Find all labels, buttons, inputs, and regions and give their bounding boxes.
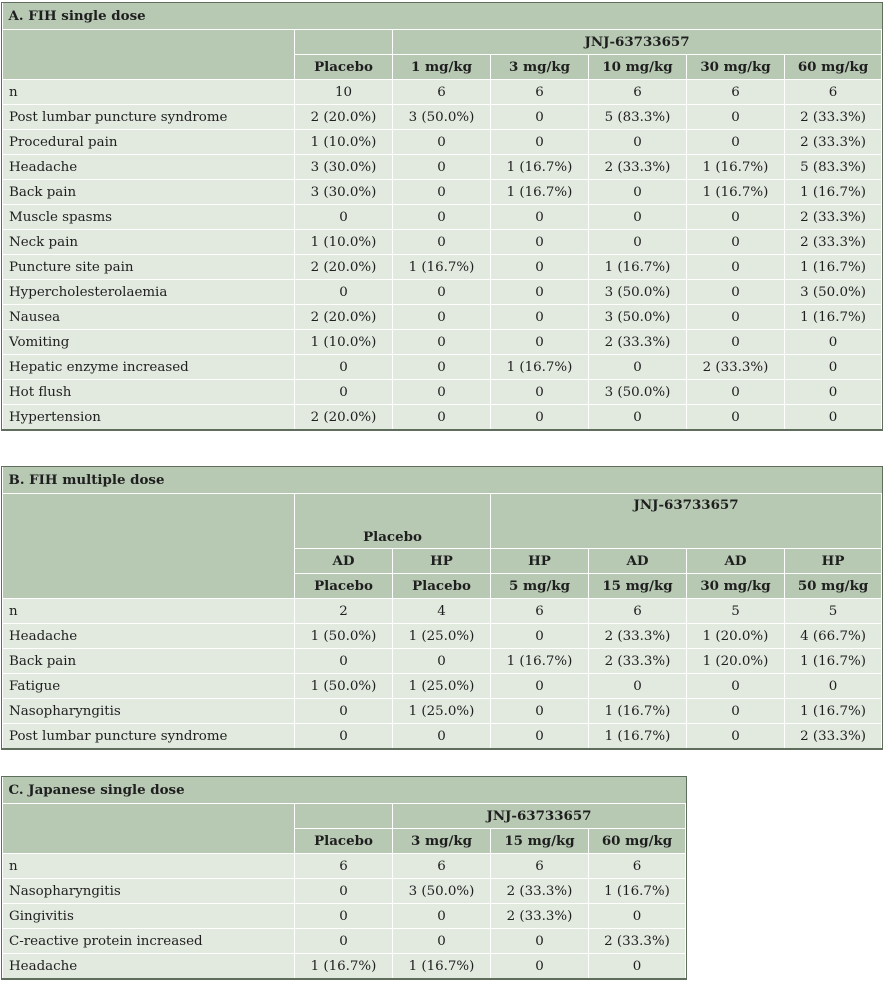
table-cell: 3 (50.0%)	[589, 305, 687, 330]
table-title: A. FIH single dose	[3, 3, 882, 30]
table-title: C. Japanese single dose	[3, 777, 686, 804]
table-cell: 0	[295, 355, 393, 380]
row-label: Nausea	[3, 305, 295, 330]
table-cell: 0	[491, 230, 589, 255]
table-cell: 1 (16.7%)	[687, 155, 785, 180]
row-label: Fatigue	[3, 674, 295, 699]
table-cell: 1 (50.0%)	[295, 624, 393, 649]
table-cell: 0	[687, 674, 785, 699]
table-cell: 5	[687, 599, 785, 624]
table-cell: 2 (33.3%)	[589, 624, 687, 649]
table-cell: 0	[393, 929, 491, 954]
table-row	[3, 624, 882, 649]
row-label: Back pain	[3, 180, 295, 205]
header-blank	[3, 494, 295, 599]
table-cell: 1 (16.7%)	[687, 180, 785, 205]
row-label: Post lumbar puncture syndrome	[3, 724, 295, 749]
table-cell: 0	[393, 330, 491, 355]
row-label: Procedural pain	[3, 130, 295, 155]
table-cell: 0	[687, 280, 785, 305]
row-label: n	[3, 80, 295, 105]
table-row	[3, 904, 686, 929]
table-row	[3, 724, 882, 749]
table-cell: 2	[295, 599, 393, 624]
table-cell: 1 (16.7%)	[785, 649, 882, 674]
table-cell: 0	[393, 130, 491, 155]
table-cell: 1 (16.7%)	[785, 255, 882, 280]
table-row	[3, 180, 882, 205]
table-cell: 0	[589, 954, 686, 979]
header-blank	[3, 30, 295, 80]
table-cell: 2 (33.3%)	[687, 355, 785, 380]
table-cell: 2 (33.3%)	[491, 904, 589, 929]
table-cell: 0	[491, 929, 589, 954]
table-cell: 1 (25.0%)	[393, 699, 491, 724]
table-cell: 0	[785, 330, 882, 355]
header-blank	[3, 804, 295, 854]
table-cell: 0	[491, 305, 589, 330]
table-cell: 5 (83.3%)	[589, 105, 687, 130]
column-header: 50 mg/kg	[785, 574, 882, 599]
table-cell: 6	[589, 854, 686, 879]
table-cell: 4	[393, 599, 491, 624]
table-cell: 0	[687, 130, 785, 155]
row-label: n	[3, 599, 295, 624]
table-cell: 2 (33.3%)	[785, 724, 882, 749]
table-cell: 0	[687, 230, 785, 255]
table-cell: 0	[687, 205, 785, 230]
column-header: 15 mg/kg	[589, 574, 687, 599]
column-header: Placebo	[295, 574, 393, 599]
table-row	[3, 80, 882, 105]
table-cell: 0	[589, 130, 687, 155]
table-row	[3, 230, 882, 255]
table-cell: 2 (33.3%)	[589, 330, 687, 355]
table-cell: 6	[295, 854, 393, 879]
table-cell: 0	[295, 904, 393, 929]
table-cell: 0	[295, 280, 393, 305]
table-cell: 0	[393, 724, 491, 749]
table-cell: 0	[491, 330, 589, 355]
table-cell: 6	[491, 599, 589, 624]
row-label: Nasopharyngitis	[3, 699, 295, 724]
table-cell: 0	[687, 724, 785, 749]
column-header: Placebo	[295, 55, 393, 80]
row-label: Muscle spasms	[3, 205, 295, 230]
table-cell: 0	[491, 624, 589, 649]
table-cell: 6	[491, 854, 589, 879]
table-cell: 4 (66.7%)	[785, 624, 882, 649]
row-label: Nasopharyngitis	[3, 879, 295, 904]
table-cell: 3 (30.0%)	[295, 180, 393, 205]
column-header: 3 mg/kg	[393, 829, 491, 854]
table-cell: 2 (33.3%)	[785, 130, 882, 155]
group-header: AD	[687, 549, 785, 574]
table-cell: 0	[393, 904, 491, 929]
table-cell: 0	[687, 105, 785, 130]
table-cell: 0	[393, 205, 491, 230]
row-label: Vomiting	[3, 330, 295, 355]
table-cell: 0	[687, 255, 785, 280]
row-label: Hypercholesterolaemia	[3, 280, 295, 305]
table-cell: 0	[687, 699, 785, 724]
table-cell: 0	[687, 380, 785, 405]
table-cell: 1 (16.7%)	[785, 305, 882, 330]
table-cell: 6	[589, 599, 687, 624]
column-header: 1 mg/kg	[393, 55, 491, 80]
table-cell: 0	[687, 405, 785, 430]
table-cell: 1 (16.7%)	[295, 954, 393, 979]
row-label: n	[3, 854, 295, 879]
column-header: 5 mg/kg	[491, 574, 589, 599]
table-cell: 0	[393, 405, 491, 430]
table-cell: 0	[491, 105, 589, 130]
table-cell: 0	[491, 405, 589, 430]
column-header: 60 mg/kg	[785, 55, 882, 80]
table-row	[3, 205, 882, 230]
table-cell: 0	[491, 699, 589, 724]
table-cell: 1 (25.0%)	[393, 624, 491, 649]
table-cell: 2 (33.3%)	[491, 879, 589, 904]
table-fih-multiple-dose	[2, 467, 882, 749]
table-cell: 6	[393, 854, 491, 879]
table-row	[3, 255, 882, 280]
table-cell: 3 (50.0%)	[785, 280, 882, 305]
table-cell: 0	[589, 904, 686, 929]
group-header: AD	[589, 549, 687, 574]
group-header: HP	[785, 549, 882, 574]
row-label: C-reactive protein increased	[3, 929, 295, 954]
row-label: Headache	[3, 954, 295, 979]
table-row	[3, 649, 882, 674]
table-row	[3, 330, 882, 355]
table-cell: 0	[491, 724, 589, 749]
row-label: Post lumbar puncture syndrome	[3, 105, 295, 130]
table-cell: 3 (50.0%)	[589, 280, 687, 305]
column-header: 60 mg/kg	[589, 829, 686, 854]
table-cell: 0	[393, 180, 491, 205]
row-label: Hypertension	[3, 405, 295, 430]
table-cell: 0	[687, 305, 785, 330]
row-label: Hot flush	[3, 380, 295, 405]
column-header: Placebo	[393, 574, 491, 599]
table-cell: 1 (16.7%)	[491, 649, 589, 674]
table-cell: 1 (20.0%)	[687, 624, 785, 649]
drug-header: JNJ-63733657	[491, 494, 882, 549]
table-cell: 0	[295, 879, 393, 904]
table-fih-single-dose	[2, 3, 882, 430]
table-cell: 0	[491, 130, 589, 155]
table-cell: 1 (10.0%)	[295, 330, 393, 355]
table-cell: 1 (16.7%)	[491, 155, 589, 180]
table-cell: 6	[785, 80, 882, 105]
table-cell: 0	[393, 280, 491, 305]
drug-header: JNJ-63733657	[393, 804, 686, 829]
table-cell: 0	[785, 380, 882, 405]
table-row	[3, 380, 882, 405]
table-row	[3, 929, 686, 954]
table-cell: 2 (33.3%)	[589, 929, 686, 954]
column-header: Placebo	[295, 829, 393, 854]
row-label: Hepatic enzyme increased	[3, 355, 295, 380]
table-cell: 1 (20.0%)	[687, 649, 785, 674]
table-row	[3, 155, 882, 180]
table-cell: 2 (20.0%)	[295, 255, 393, 280]
table-cell: 6	[589, 80, 687, 105]
table-cell: 0	[491, 255, 589, 280]
column-header: 15 mg/kg	[491, 829, 589, 854]
table-cell: 0	[785, 355, 882, 380]
table-cell: 0	[393, 355, 491, 380]
table-cell: 0	[589, 180, 687, 205]
row-label: Gingivitis	[3, 904, 295, 929]
table-row	[3, 105, 882, 130]
table-cell: 0	[589, 230, 687, 255]
table-cell: 0	[295, 380, 393, 405]
table-cell: 3 (30.0%)	[295, 155, 393, 180]
table-cell: 0	[491, 380, 589, 405]
table-row	[3, 854, 686, 879]
table-row	[3, 280, 882, 305]
table-cell: 6	[491, 80, 589, 105]
table-cell: 0	[491, 674, 589, 699]
placebo-header: Placebo	[295, 494, 491, 549]
table-cell: 0	[393, 155, 491, 180]
table-row	[3, 355, 882, 380]
table-japanese-single-dose	[2, 777, 686, 979]
table-cell: 0	[491, 280, 589, 305]
table-cell: 1 (16.7%)	[589, 699, 687, 724]
table-cell: 1 (10.0%)	[295, 230, 393, 255]
table-row	[3, 130, 882, 155]
table-cell: 0	[295, 205, 393, 230]
column-header: 30 mg/kg	[687, 574, 785, 599]
table-cell: 2 (33.3%)	[589, 649, 687, 674]
table-cell: 6	[687, 80, 785, 105]
table-cell: 0	[785, 405, 882, 430]
header-blank	[295, 30, 393, 55]
table-cell: 0	[295, 724, 393, 749]
column-header: 10 mg/kg	[589, 55, 687, 80]
table-row	[3, 599, 882, 624]
table-row	[3, 405, 882, 430]
table-cell: 2 (33.3%)	[785, 205, 882, 230]
table-cell: 0	[589, 355, 687, 380]
table-cell: 1 (16.7%)	[785, 180, 882, 205]
table-cell: 3 (50.0%)	[393, 105, 491, 130]
row-label: Back pain	[3, 649, 295, 674]
row-label: Puncture site pain	[3, 255, 295, 280]
table-cell: 0	[589, 205, 687, 230]
table-cell: 5 (83.3%)	[785, 155, 882, 180]
table-cell: 2 (20.0%)	[295, 305, 393, 330]
table-cell: 1 (16.7%)	[491, 355, 589, 380]
table-cell: 1 (16.7%)	[393, 255, 491, 280]
group-header: HP	[491, 549, 589, 574]
table-cell: 1 (10.0%)	[295, 130, 393, 155]
row-label: Headache	[3, 624, 295, 649]
table-cell: 0	[589, 674, 687, 699]
table-cell: 0	[491, 205, 589, 230]
table-cell: 5	[785, 599, 882, 624]
table-cell: 0	[491, 954, 589, 979]
table-cell: 1 (50.0%)	[295, 674, 393, 699]
table-cell: 2 (20.0%)	[295, 405, 393, 430]
table-row	[3, 879, 686, 904]
table-cell: 6	[393, 80, 491, 105]
table-cell: 0	[295, 699, 393, 724]
table-cell: 0	[393, 305, 491, 330]
table-cell: 1 (16.7%)	[393, 954, 491, 979]
table-row	[3, 674, 882, 699]
table-cell: 0	[393, 649, 491, 674]
table-cell: 3 (50.0%)	[393, 879, 491, 904]
table-row	[3, 954, 686, 979]
table-cell: 1 (25.0%)	[393, 674, 491, 699]
group-header: HP	[393, 549, 491, 574]
table-cell: 2 (33.3%)	[785, 105, 882, 130]
table-cell: 0	[295, 929, 393, 954]
table-title: B. FIH multiple dose	[3, 467, 882, 494]
table-cell: 1 (16.7%)	[491, 180, 589, 205]
table-cell: 2 (20.0%)	[295, 105, 393, 130]
table-cell: 1 (16.7%)	[589, 879, 686, 904]
table-cell: 2 (33.3%)	[785, 230, 882, 255]
table-cell: 0	[589, 405, 687, 430]
table-cell: 0	[393, 230, 491, 255]
header-blank	[295, 804, 393, 829]
table-cell: 1 (16.7%)	[785, 699, 882, 724]
table-cell: 10	[295, 80, 393, 105]
table-cell: 1 (16.7%)	[589, 724, 687, 749]
table-cell: 3 (50.0%)	[589, 380, 687, 405]
column-header: 30 mg/kg	[687, 55, 785, 80]
row-label: Headache	[3, 155, 295, 180]
table-row	[3, 699, 882, 724]
table-cell: 2 (33.3%)	[589, 155, 687, 180]
table-cell: 0	[785, 674, 882, 699]
table-row	[3, 305, 882, 330]
column-header: 3 mg/kg	[491, 55, 589, 80]
group-header: AD	[295, 549, 393, 574]
row-label: Neck pain	[3, 230, 295, 255]
drug-header: JNJ-63733657	[393, 30, 882, 55]
table-cell: 1 (16.7%)	[589, 255, 687, 280]
table-cell: 0	[295, 649, 393, 674]
table-cell: 0	[687, 330, 785, 355]
table-cell: 0	[393, 380, 491, 405]
